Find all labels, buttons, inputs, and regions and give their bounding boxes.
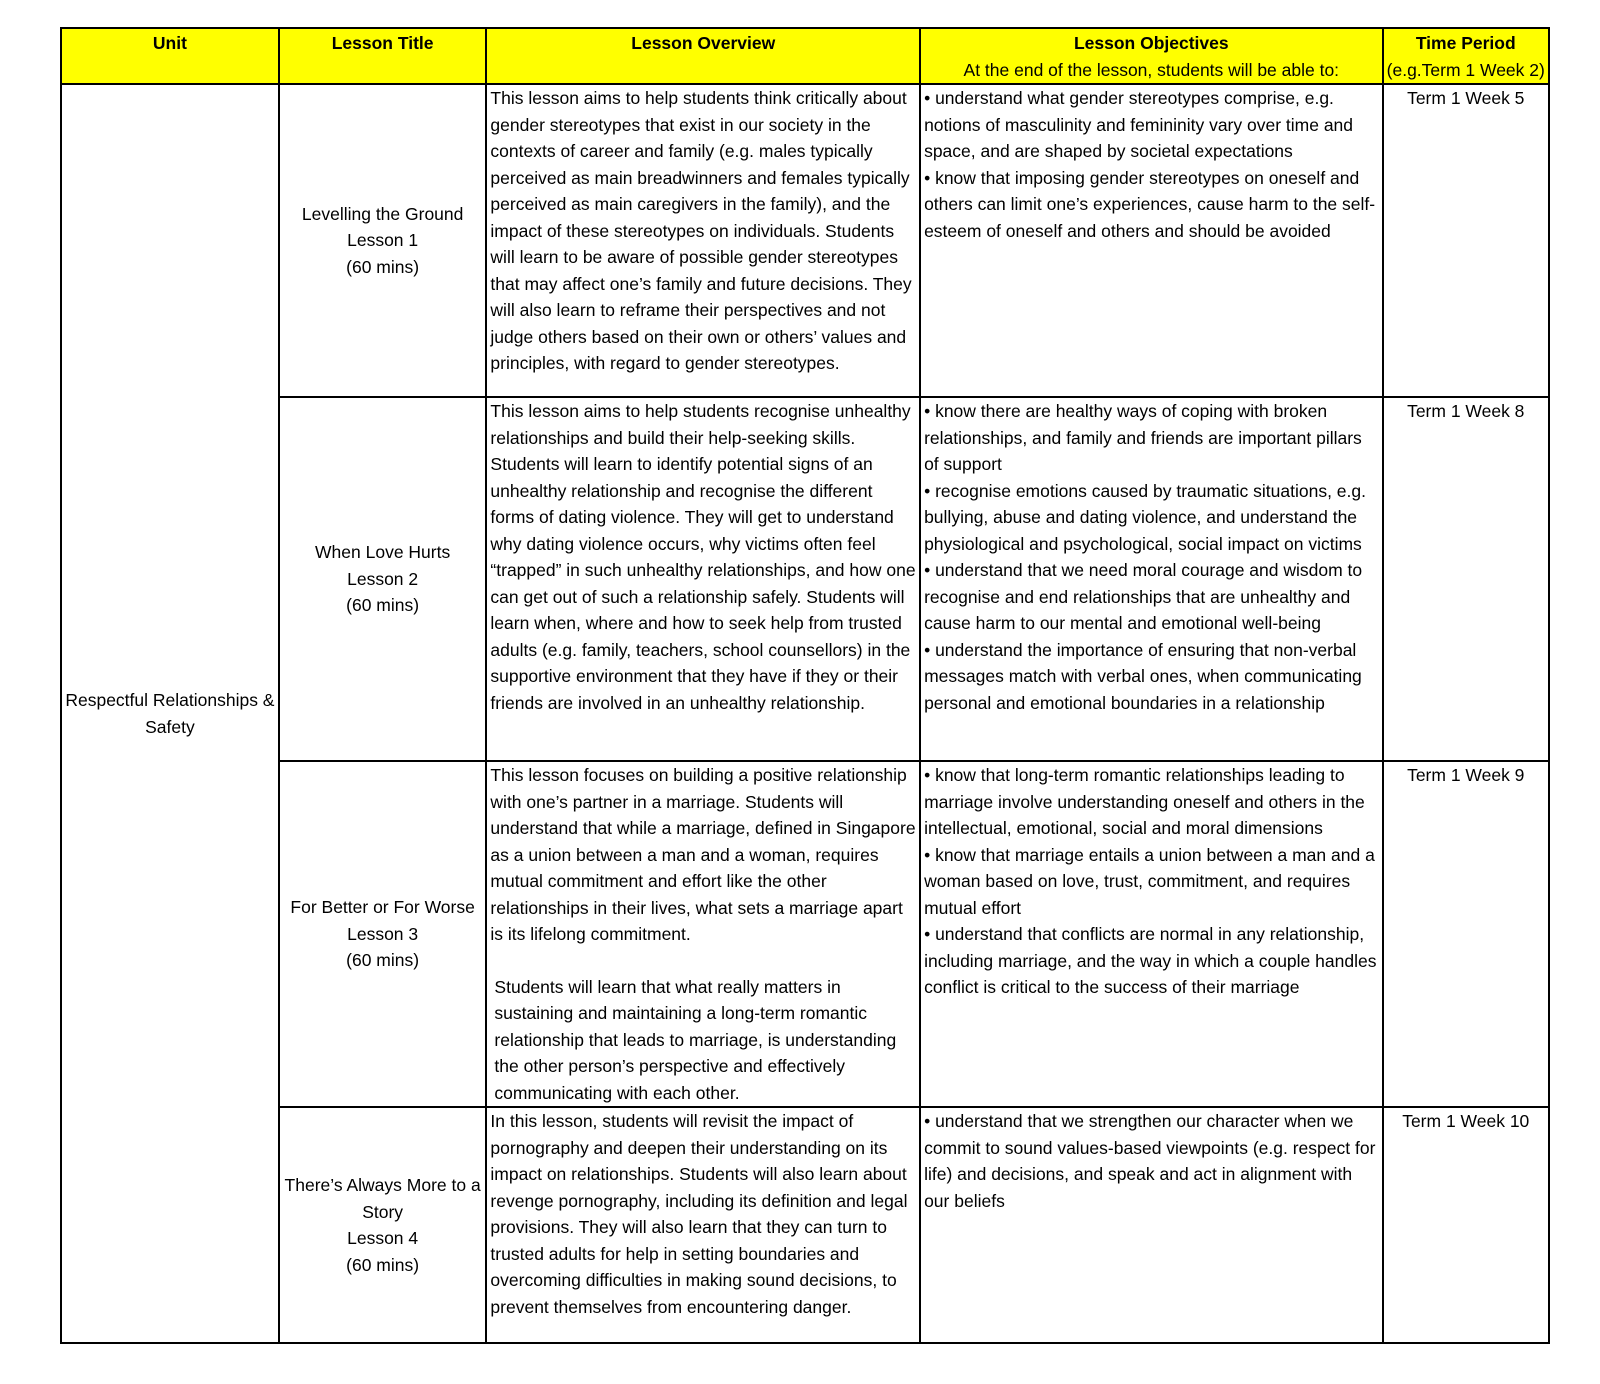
header-lesson-title: Lesson Title <box>279 28 487 84</box>
time-period-cell: Term 1 Week 5 <box>1383 84 1550 397</box>
objective-item: • recognise emotions caused by traumatic situations, e.g. bullying, abuse and dating violence, and understand the physiological and psychological, social impact on victims <box>924 478 1378 558</box>
objective-item: • understand what gender stereotypes comprise, e.g. notions of masculinity and femininity vary over time and space, and are shaped by societal expectations <box>924 85 1378 165</box>
overview-paragraph: This lesson aims to help students think critically about gender stereotypes that exist in our society in the contexts of career and family (e.g. males typically perceived as main breadwinners and females typically perceived as main caregivers in the family), and the impact of these stereotypes on individuals. Students will learn to be aware of possible gender stereotypes that may affect one’s family and future decisions. They will also learn to reframe their perspectives and not judge others based on their own or others’ values and principles, with regard to gender stereotypes. <box>490 88 912 373</box>
lesson-duration: (60 mins) <box>346 256 420 277</box>
time-period-cell: Term 1 Week 8 <box>1383 397 1550 761</box>
lesson-overview-cell <box>486 761 920 1107</box>
table-header <box>61 28 1549 84</box>
header-lesson-objectives-label: Lesson Objectives <box>1073 33 1229 53</box>
objectives-list <box>924 1108 1378 1214</box>
header-unit: Unit <box>61 28 279 84</box>
time-period-cell: Term 1 Week 9 <box>1383 761 1550 1107</box>
objectives-list <box>924 762 1378 1001</box>
lesson-overview-cell <box>486 1107 920 1343</box>
table-row <box>61 1107 1549 1343</box>
objective-item: • know that imposing gender stereotypes on oneself and others can limit one’s experiences, cause harm to the self-esteem of oneself and others and should be avoided <box>924 165 1378 245</box>
lesson-number: Lesson 4 <box>347 1228 419 1248</box>
lesson-number: Lesson 1 <box>347 230 419 251</box>
header-lesson-overview: Lesson Overview <box>486 28 920 84</box>
lesson-objectives-cell <box>920 761 1382 1107</box>
header-time-period-label: Time Period <box>1415 33 1516 53</box>
objective-item: • know that marriage entails a union between a man and a woman based on love, trust, commitment, and requires mutual effort <box>924 842 1378 922</box>
header-row <box>61 28 1549 84</box>
lesson-plan-table <box>60 27 1550 1344</box>
header-lesson-objectives-sub: At the end of the lesson, students will be able to: <box>963 59 1340 80</box>
lesson-number: Lesson 2 <box>347 568 419 589</box>
lesson-title-cell <box>279 84 487 397</box>
lesson-title: For Better or For Worse <box>290 897 475 918</box>
lesson-title-cell <box>279 397 487 761</box>
objectives-list <box>924 85 1378 244</box>
lesson-title: When Love Hurts <box>315 542 451 563</box>
lesson-duration: (60 mins) <box>346 950 420 971</box>
header-lesson-objectives <box>920 28 1382 84</box>
lesson-title-cell <box>279 761 487 1107</box>
unit-cell: Respectful Relationships & Safety <box>61 84 279 1343</box>
lesson-number: Lesson 3 <box>347 923 419 944</box>
header-time-period-sub: (e.g.Term 1 Week 2) <box>1386 59 1545 80</box>
lesson-title: There’s Always More to a Story <box>284 1175 481 1222</box>
lesson-objectives-cell <box>920 1107 1382 1343</box>
table-row <box>61 397 1549 761</box>
lesson-duration: (60 mins) <box>346 595 420 616</box>
table-row <box>61 84 1549 397</box>
lesson-duration: (60 mins) <box>346 1254 420 1275</box>
objective-item: • know that long-term romantic relationships leading to marriage involve understanding oneself and others in the intellectual, emotional, social and moral dimensions <box>924 762 1378 842</box>
objective-item: • understand the importance of ensuring that non-verbal messages match with verbal ones, when communicating personal and emotional boundaries in a relationship <box>924 637 1378 717</box>
objectives-list <box>924 398 1378 716</box>
overview-paragraph: In this lesson, students will revisit the impact of pornography and deepen their understanding on its impact on relationships. Students will also learn about revenge pornography, including its definition and legal provisions. They will also learn that they can turn to trusted adults for help in setting boundaries and overcoming difficulties in making sound decisions, to prevent themselves from encountering danger. <box>490 1111 908 1317</box>
overview-paragraph: This lesson aims to help students recognise unhealthy relationships and build their help-seeking skills. Students will learn to identify potential signs of an unhealthy relationship and recognise the different forms of dating violence. They will get to understand why dating violence occurs, why victims often feel “trapped” in such unhealthy relationships, and how one can get out of such a relationship safely. Students will learn when, where and how to seek help from trusted adults (e.g. family, teachers, school counsellors) in the supportive environment that they have if they or their friends are involved in an unhealthy relationship. <box>490 401 916 713</box>
objective-item: • understand that we need moral courage and wisdom to recognise and end relationships that are unhealthy and cause harm to our mental and emotional well-being <box>924 557 1378 637</box>
overview-paragraph: Students will learn that what really matters in sustaining and maintaining a long-term romantic relationship that leads to marriage, is understanding the other person’s perspective and effectively communicating with each other. <box>494 976 897 1103</box>
lesson-overview-cell <box>486 84 920 397</box>
table-body <box>61 84 1549 1343</box>
header-time-period <box>1383 28 1550 84</box>
lesson-title-cell <box>279 1107 487 1343</box>
lesson-overview-cell <box>486 397 920 761</box>
objective-item: • know there are healthy ways of coping with broken relationships, and family and friends are important pillars of support <box>924 398 1378 478</box>
time-period-cell: Term 1 Week 10 <box>1383 1107 1550 1343</box>
lesson-objectives-cell <box>920 84 1382 397</box>
table-row <box>61 761 1549 1107</box>
lesson-title: Levelling the Ground <box>301 203 464 224</box>
lesson-objectives-cell <box>920 397 1382 761</box>
objective-item: • understand that conflicts are normal in any relationship, including marriage, and the way in which a couple handles conflict is critical to the success of their marriage <box>924 921 1378 1001</box>
objective-item: • understand that we strengthen our character when we commit to sound values-based viewpoints (e.g. respect for life) and decisions, and speak and act in alignment with our beliefs <box>924 1108 1378 1214</box>
overview-paragraph: This lesson focuses on building a positive relationship with one’s partner in a marriage. Students will understand that while a marriage, defined in Singapore as a union between a man and a woman, requires mutual commitment and effort like the other relationships in their lives, what sets a marriage apart is its lifelong commitment. <box>490 765 916 944</box>
